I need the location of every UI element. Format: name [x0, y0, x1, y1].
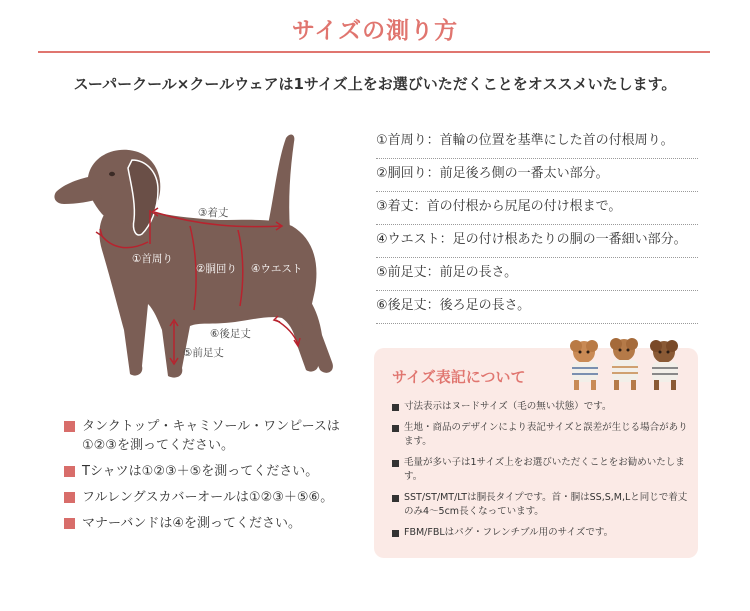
measurement-item: ⑥後足丈：後ろ足の長さ。 — [376, 291, 698, 324]
measurement-item: ①首周り：首輪の位置を基準にした首の付根周り。 — [376, 126, 698, 159]
label-chest: ②胴回り — [196, 263, 237, 275]
size-note-item: 寸法表示はヌードサイズ（毛の無い状態）です。 — [392, 400, 692, 415]
measurement-item: ③着丈：首の付根から尻尾の付け根まで。 — [376, 192, 698, 225]
bullet-square-icon — [64, 518, 75, 529]
dogs-photo — [562, 336, 692, 396]
measurement-list — [376, 126, 698, 324]
intro-text: スーパークール×クールウェアは1サイズ上をお選びいただくことをオススメいたします。 — [73, 75, 677, 93]
size-note-list — [392, 400, 692, 546]
size-note-title: サイズ表記について — [392, 368, 526, 386]
measurement-item: ⑤前足丈：前足の長さ。 — [376, 258, 698, 291]
size-note-item: 生地・商品のデザインにより表記サイズと誤差が生じる場合があります。 — [392, 421, 692, 450]
instruction-item: マナーバンドは④を測ってください。 — [64, 514, 374, 533]
bullet-square-icon — [64, 466, 75, 477]
size-note-item: SST/ST/MT/LTは胴長タイプです。首・胴はSS,S,M,Lと同じで着丈のみ4〜5cm長くなっています。 — [392, 491, 692, 520]
instruction-item: Tシャツは①②③＋⑤を測ってください。 — [64, 462, 374, 481]
title-divider — [38, 51, 710, 53]
size-note-box — [374, 348, 698, 558]
bullet-square-icon — [64, 492, 75, 503]
instruction-list — [64, 417, 374, 540]
label-neck: ①首周り — [132, 253, 173, 265]
label-length: ③着丈 — [198, 207, 229, 219]
label-hind-leg: ⑥後足丈 — [210, 328, 251, 340]
instruction-item: フルレングスカバーオールは①②③＋⑤⑥。 — [64, 488, 374, 507]
measurement-item: ④ウエスト：足の付け根あたりの胴の一番細い部分。 — [376, 225, 698, 258]
dog-measurement-diagram — [50, 130, 350, 390]
bullet-square-icon — [64, 421, 75, 432]
instruction-item: タンクトップ・キャミソール・ワンピースは①②③を測ってください。 — [64, 417, 374, 455]
size-note-item: 毛量が多い子は1サイズ上をお選びいただくことをお勧めいたします。 — [392, 456, 692, 485]
label-front-leg: ⑤前足丈 — [183, 347, 224, 359]
label-waist: ④ウエスト — [251, 263, 303, 275]
size-note-item: FBM/FBLはパグ・フレンチブル用のサイズです。 — [392, 526, 692, 541]
measurement-item: ②胴回り：前足後ろ側の一番太い部分。 — [376, 159, 698, 192]
page-title: サイズの測り方 — [291, 18, 459, 44]
